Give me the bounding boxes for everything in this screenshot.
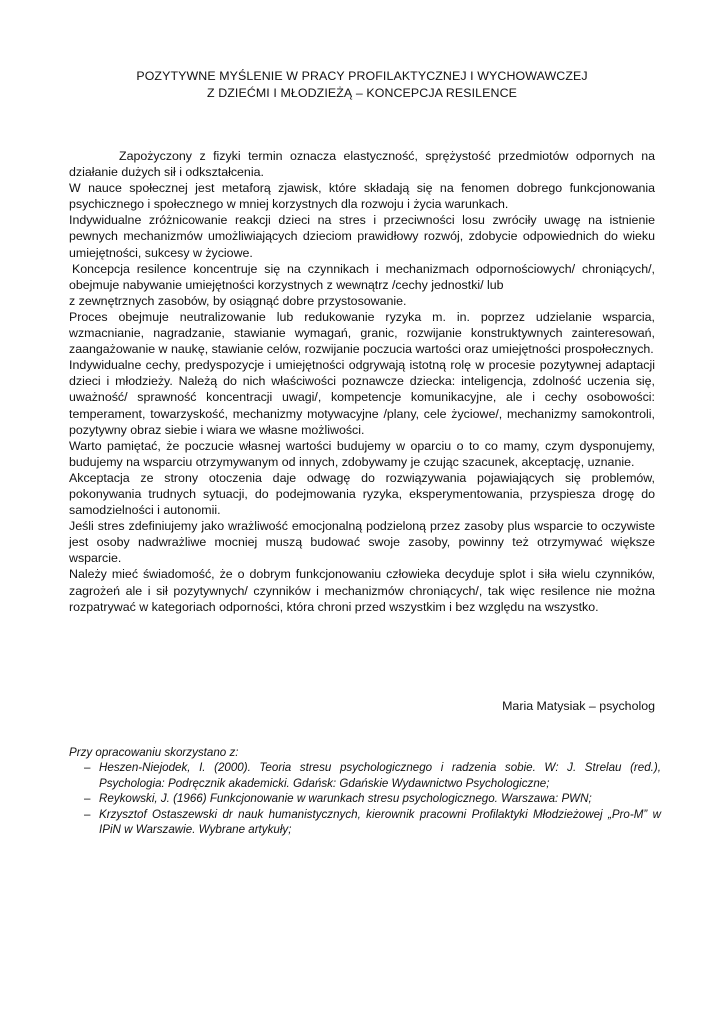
document-body [69, 148, 655, 615]
dash-bullet: – [84, 792, 91, 806]
document-title [0, 68, 724, 102]
reference-text: Krzysztof Ostaszewski dr nauk humanistycznych, kierownik pracowni Profilaktyki Młodzieżowej „Pro-M” w IPiN w Warszawie. Wybrane artykuły; [99, 807, 661, 837]
paragraph: Jeśli stres zdefiniujemy jako wrażliwość emocjonalną podzieloną przez zasoby plus wsparcie to oczywiste jest osoby nadwrażliwe mocniej muszą budować swoje zasoby, powinny też otrzymywać większe wsparcie. [69, 519, 655, 566]
paragraph: Koncepcja resilence koncentruje się na czynnikach i mechanizmach odpornościowych/ chroniących/, obejmuje nabywanie umiejętności korzystnych z wewnątrz /cechy jednostki/ lub [69, 261, 655, 292]
reference-item [69, 760, 661, 791]
reference-text: Heszen-Niejodek, I. (2000). Teoria stresu psychologicznego i radzenia sobie. W: J. Strelau (red.), Psychologia: Podręcznik akademicki. Gdańsk: Gdańskie Wydawnictwo Psychologiczne; [99, 761, 661, 790]
title-line-2: Z DZIEĆMI I MŁODZIEŻĄ – KONCEPCJA RESILENCE [207, 86, 517, 100]
paragraph: z zewnętrznych zasobów, by osiągnąć dobre przystosowanie. [69, 293, 407, 308]
reference-item [69, 807, 661, 838]
paragraph: Akceptacja ze strony otoczenia daje odwagę do rozwiązywania pojawiających się problemów, pokonywania trudnych sytuacji, do podejmowania ryzyka, eksperymentowania, przyspiesza drogę do samodzielności i autonomii. [69, 470, 655, 518]
paragraph: Indywidualne zróżnicowanie reakcji dzieci na stres i przeciwności losu zwróciły uwagę na istnienie pewnych mechanizmów umożliwiających dzieciom prawidłowy rozwój, zdobycie odpowiednich do wieku umiejętności, sukcesy w życiowe. [69, 213, 655, 260]
paragraph: Należy mieć świadomość, że o dobrym funkcjonowaniu człowieka decyduje splot i siła wielu czynników, zagrożeń ale i sił pozytywnych/ czynników i mechanizmów chroniących/, tak więc resilence nie można rozpatrywać w kategoriach odporności, która chroni przed wszystkim i bez względu na wszystko. [69, 567, 655, 614]
author-signature: Maria Matysiak – psycholog [502, 699, 655, 713]
paragraph: Zapożyczony z fizyki termin oznacza elastyczność, sprężystość przedmiotów odpornych na działanie dużych sił i odkształcenia. [69, 149, 655, 180]
dash-bullet: – [84, 761, 91, 775]
references-list [69, 760, 661, 837]
paragraph: Indywidualne cechy, predyspozycje i umiejętności odgrywają istotną rolę w procesie pozytywnej adaptacji dzieci i młodzieży. Należą do nich właściwości poznawcze dziecka: inteligencja, zdolność uczenia się, uważność/ sprawność koncentracji uwagi/, kompetencje komunikacyjne, ale i cechy osobowości: temperament, towarzyskość, mechanizmy motywacyjne /plany, cele życiowe/, mechanizmy samokontroli, pozytywny obraz siebie i wiara we własne możliwości. [69, 358, 655, 437]
paragraph: Proces obejmuje neutralizowanie lub redukowanie ryzyka m. in. poprzez udzielanie wsparcia, wzmacnianie, nagradzanie, stawianie wymagań, granic, rozwijanie konstruktywnych zainteresowań, zaangażowanie w naukę, stawianie celów, rozwijanie poczucia wartości oraz umiejętności prospołecznych. [69, 309, 655, 357]
reference-text: Reykowski, J. (1966) Funkcjonowanie w warunkach stresu psychologicznego. Warszawa: PWN; [99, 792, 592, 806]
references-section [69, 745, 661, 837]
dash-bullet: – [84, 807, 91, 821]
title-line-1: POZYTYWNE MYŚLENIE W PRACY PROFILAKTYCZNEJ I WYCHOWAWCZEJ [136, 69, 588, 83]
references-intro: Przy opracowaniu skorzystano z: [69, 746, 239, 759]
paragraph: W nauce społecznej jest metaforą zjawisk, które składają się na fenomen dobrego funkcjonowania psychicznego i społecznego w mniej korzystnych dla rozwoju i życia warunkach. [69, 181, 655, 212]
reference-item [69, 791, 661, 806]
paragraph: Warto pamiętać, że poczucie własnej wartości budujemy w oparciu o to co mamy, czym dysponujemy, budujemy na wsparciu otrzymywanym od innych, zdobywamy je czując szacunek, akceptację, uznanie. [69, 438, 655, 469]
